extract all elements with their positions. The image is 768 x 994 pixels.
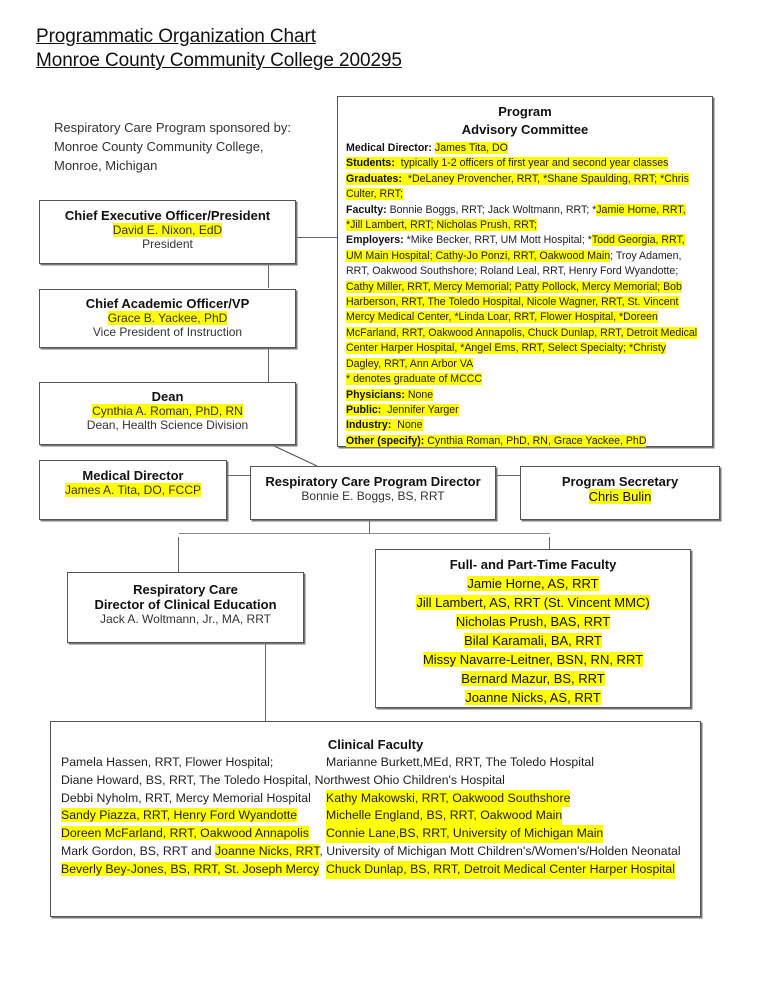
medical-director-box bbox=[39, 460, 227, 520]
dce-name: Jack A. Woltmann, Jr., MA, RRT bbox=[100, 612, 271, 626]
faculty-title: Full- and Part-Time Faculty bbox=[449, 557, 617, 572]
clinical-row: Diane Howard, BS, RRT, The Toledo Hospital, Northwest Ohio Children's Hospital bbox=[61, 772, 505, 787]
dce-box bbox=[67, 572, 304, 643]
chart-title-line1: Programmatic Organization Chart bbox=[36, 26, 316, 47]
ceo-name: David E. Nixon, EdD bbox=[112, 223, 223, 237]
clinical-row: Beverly Bey-Jones, BS, RRT, St. Joseph Mercy Chuck Dunlap, BS, RRT, Detroit Medical Center Harper Hospital bbox=[61, 861, 690, 879]
clinical-row: Doreen McFarland, RRT, Oakwood Annapolis Connie Lane,BS, RRT, University of Michigan Main bbox=[61, 825, 690, 843]
cao-name: Grace B. Yackee, PhD bbox=[107, 311, 228, 325]
connector-director-down bbox=[369, 519, 370, 533]
clinical-row: Sandy Piazza, RRT, Henry Ford Wyandotte Michelle England, BS, RRT, Oakwood Main bbox=[61, 807, 690, 825]
faculty-member: Nicholas Prush, BAS, RRT bbox=[455, 614, 611, 629]
connector-dean-director bbox=[270, 444, 320, 468]
advisory-entry-other: Other (specify): Cynthia Roman, PhD, RN, Grace Yackee, PhD bbox=[346, 434, 647, 447]
advisory-entry-medical-director: Medical Director: James Tita, DO bbox=[346, 142, 508, 154]
advisory-title-line1: Program bbox=[498, 104, 552, 119]
secretary-role: Program Secretary bbox=[561, 474, 679, 489]
connector-meddir-director bbox=[226, 475, 250, 476]
ceo-role: Chief Executive Officer/President bbox=[64, 208, 271, 223]
clinical-row: Mark Gordon, BS, RRT and Joanne Nicks, RRT, University of Michigan Mott Children's/Women's/Holden Neonatal bbox=[61, 843, 681, 858]
program-director-role: Respiratory Care Program Director bbox=[265, 474, 481, 489]
medical-director-role: Medical Director bbox=[82, 468, 184, 483]
faculty-member: Joanne Nicks, AS, RRT bbox=[465, 690, 601, 705]
secretary-name: Chris Bulin bbox=[588, 489, 652, 504]
sponsor-note: Respiratory Care Program sponsored by: Monroe County Community College, Monroe, Michigan bbox=[54, 120, 291, 173]
clinical-faculty-title: Clinical Faculty bbox=[327, 737, 424, 752]
advisory-entry-faculty: Faculty: Bonnie Boggs, RRT; Jack Woltmann, RRT; *Jamie Horne, RRT, *Jill Lambert, RRT; Nicholas Prush, RRT; bbox=[346, 203, 686, 232]
dce-role-line1: Respiratory Care bbox=[133, 582, 238, 597]
connector-director-secretary bbox=[496, 475, 520, 476]
faculty-member: Bilal Karamali, BA, RRT bbox=[464, 633, 602, 648]
advisory-entry-employers: Employers: *Mike Becker, RRT, UM Mott Hospital; *Todd Georgia, RRT, UM Main Hospital; Cathy-Jo Ponzi, RRT, Oakwood Main; Troy Adamen, RRT, Oakwood Southshore; Roland Leal, RRT, Henry Ford Wyandotte; Cathy Miller, RRT, Mercy Memorial; Patty Pollock, Mercy Memorial; Bob Harberson, RRT, The Toledo Hospital, Nicole Wagner, RRT, St. Vincent Mercy Medical Center, *Linda Loar, RRT, Flower Hospital, *Doreen McFarland, RRT, Oakwood Annapolis, Chuck Dunlap, RRT, Detroit Medical Center Harper Hospital, *Angel Ems, RRT, Select Specialty; *Christy Dagley, RRT, Ann Arbor VA bbox=[346, 234, 698, 370]
dean-title: Dean, Health Science Division bbox=[86, 418, 249, 432]
program-director-name: Bonnie E. Boggs, BS, RRT bbox=[301, 489, 445, 503]
advisory-title-line2: Advisory Committee bbox=[461, 122, 589, 137]
connector-cao-dean bbox=[268, 347, 269, 383]
advisory-footnote: * denotes graduate of MCCC bbox=[346, 373, 483, 386]
advisory-entry-public: Public: Jennifer Yarger bbox=[346, 403, 459, 416]
advisory-committee-box bbox=[337, 96, 713, 447]
ceo-title: President bbox=[142, 237, 193, 251]
advisory-entry-physicians: Physicians: None bbox=[346, 388, 434, 401]
ceo-box bbox=[39, 200, 296, 264]
faculty-member: Bernard Mazur, BS, RRT bbox=[461, 671, 605, 686]
cao-box bbox=[39, 289, 296, 348]
connector-ceo-advisory bbox=[296, 237, 338, 238]
program-secretary-box bbox=[520, 466, 720, 520]
faculty-member: Jamie Horne, AS, RRT bbox=[467, 576, 599, 591]
cao-role: Chief Academic Officer/VP bbox=[85, 296, 250, 311]
chart-title-line2: Monroe County Community College 200295 bbox=[36, 50, 402, 71]
connector-dce-clinical bbox=[265, 643, 266, 721]
clinical-row: Debbi Nyholm, RRT, Mercy Memorial Hospital Kathy Makowski, RRT, Oakwood Southshore bbox=[61, 790, 690, 808]
clinical-row: Pamela Hassen, RRT, Flower Hospital; Marianne Burkett,MEd, RRT, The Toledo Hospital bbox=[61, 755, 594, 769]
faculty-box bbox=[375, 549, 691, 708]
dean-name: Cynthia A. Roman, PhD, RN bbox=[92, 404, 243, 418]
advisory-entry-industry: Industry: None bbox=[346, 419, 423, 432]
advisory-entry-graduates: Graduates: *DeLaney Provencher, RRT, *Shane Spaulding, RRT; *Chris Culter, RRT; bbox=[346, 172, 689, 201]
dce-role-line2: Director of Clinical Education bbox=[94, 597, 277, 612]
dean-box bbox=[39, 382, 296, 445]
dean-role: Dean bbox=[151, 389, 184, 404]
cao-title: Vice President of Instruction bbox=[92, 325, 243, 339]
clinical-faculty-box bbox=[50, 721, 701, 917]
connector-branch-dce bbox=[178, 537, 179, 572]
advisory-entry-students: Students: typically 1-2 officers of first year and second year classes bbox=[346, 157, 669, 170]
faculty-member: Jill Lambert, AS, RRT (St. Vincent MMC) bbox=[416, 595, 650, 610]
program-director-box bbox=[250, 466, 496, 520]
faculty-member: Missy Navarre-Leitner, BSN, RN, RRT bbox=[422, 652, 644, 667]
connector-horizontal-branch bbox=[179, 533, 550, 534]
medical-director-name: James A. Tita, DO, FCCP bbox=[64, 483, 202, 497]
